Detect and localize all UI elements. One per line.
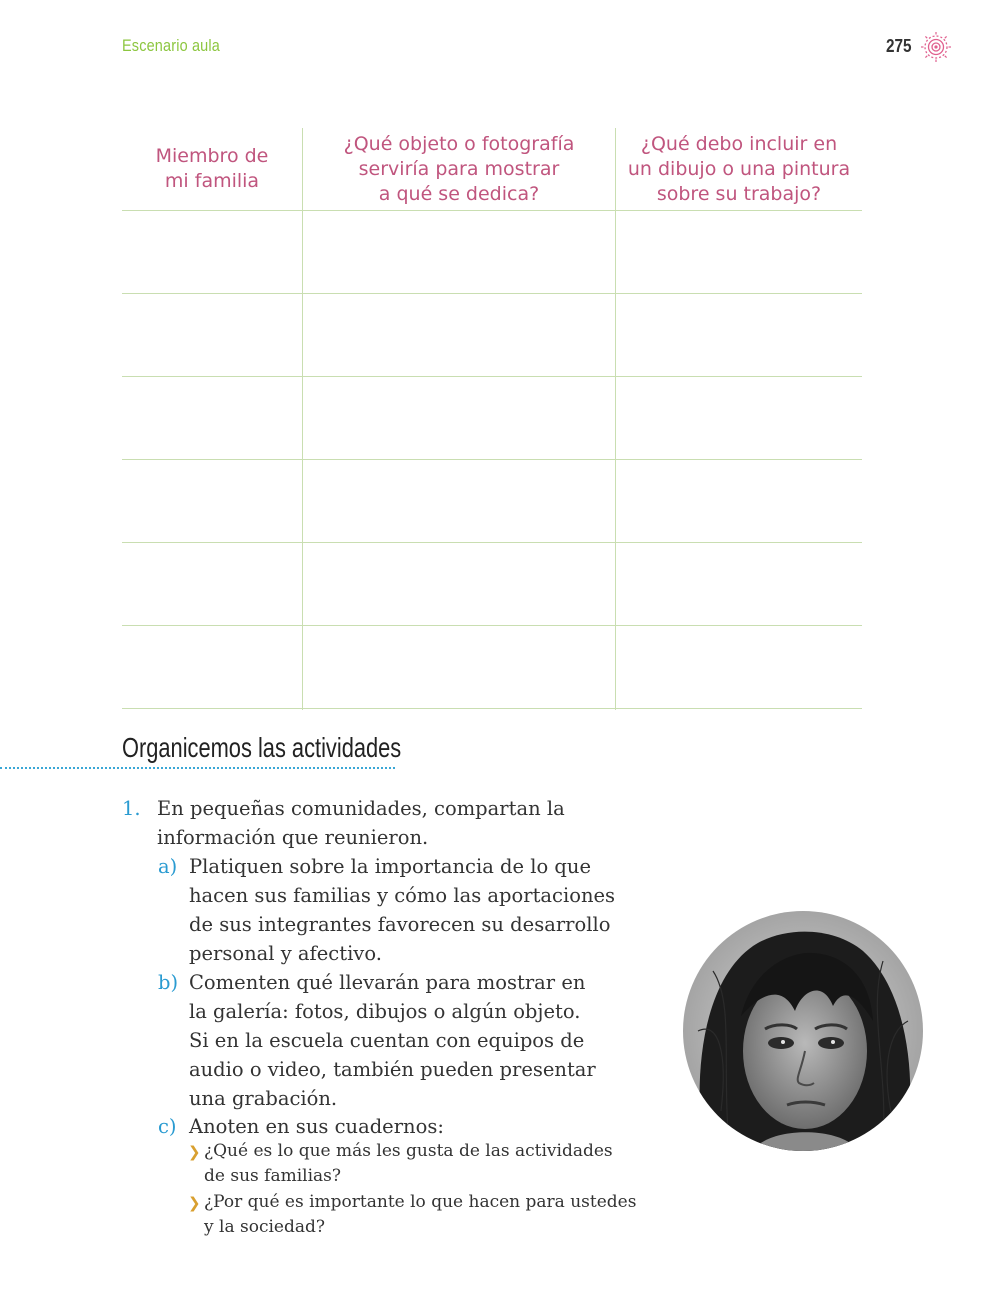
- header-row-line: [122, 210, 862, 211]
- item-a-line: personal y afectivo.: [189, 942, 382, 965]
- row-line: [122, 376, 862, 377]
- item-label-b: b): [158, 971, 179, 994]
- item-a-line: Platiquen sobre la importancia de lo que: [189, 855, 591, 878]
- bullet-icon: ❯: [188, 1194, 201, 1212]
- sun-ornament-icon: [920, 31, 952, 63]
- question-line: y la sociedad?: [204, 1217, 325, 1237]
- item-b-line: la galería: fotos, dibujos o algún objeto.: [189, 1000, 581, 1023]
- family-work-table: [122, 128, 862, 710]
- item-b-line: una grabación.: [189, 1087, 338, 1110]
- item-b-line: audio o video, también pueden presentar: [189, 1058, 596, 1081]
- item-b-line: Si en la escuela cuentan con equipos de: [189, 1029, 585, 1052]
- item-label-a: a): [158, 855, 178, 878]
- header-drawing-content: ¿Qué debo incluir en un dibujo o una pintura sobre su trabajo?: [627, 132, 851, 205]
- row-line: [122, 708, 862, 709]
- activity-intro-line: En pequeñas comunidades, compartan la: [157, 797, 565, 820]
- activity-number: 1.: [122, 797, 141, 820]
- row-line: [122, 459, 862, 460]
- column-divider: [302, 128, 303, 710]
- header-object-photo: ¿Qué objeto o fotografía serviría para mostrar a qué se dedica?: [343, 132, 575, 205]
- section-dotted-rule: [0, 767, 395, 769]
- running-head: Escenario aula: [122, 36, 220, 55]
- row-line: [122, 625, 862, 626]
- column-divider: [615, 128, 616, 710]
- section-title: Organicemos las actividades: [122, 732, 402, 763]
- child-portrait-photo: [683, 911, 923, 1151]
- activity-intro-line: información que reunieron.: [157, 826, 429, 849]
- row-line: [122, 293, 862, 294]
- item-b-line: Comenten qué llevarán para mostrar en: [189, 971, 586, 994]
- row-line: [122, 542, 862, 543]
- question-line: ¿Por qué es importante lo que hacen para ustedes: [204, 1192, 637, 1212]
- header-family-member: Miembro de mi familia: [155, 145, 269, 192]
- page-number: 275: [886, 36, 912, 56]
- item-label-c: c): [158, 1115, 177, 1138]
- question-line: de sus familias?: [204, 1166, 341, 1186]
- item-a-line: hacen sus familias y cómo las aportaciones: [189, 884, 616, 907]
- bullet-icon: ❯: [188, 1143, 201, 1161]
- question-line: ¿Qué es lo que más les gusta de las actividades: [204, 1141, 613, 1161]
- item-a-line: de sus integrantes favorecen su desarrollo: [189, 913, 611, 936]
- item-c-line: Anoten en sus cuadernos:: [189, 1115, 444, 1138]
